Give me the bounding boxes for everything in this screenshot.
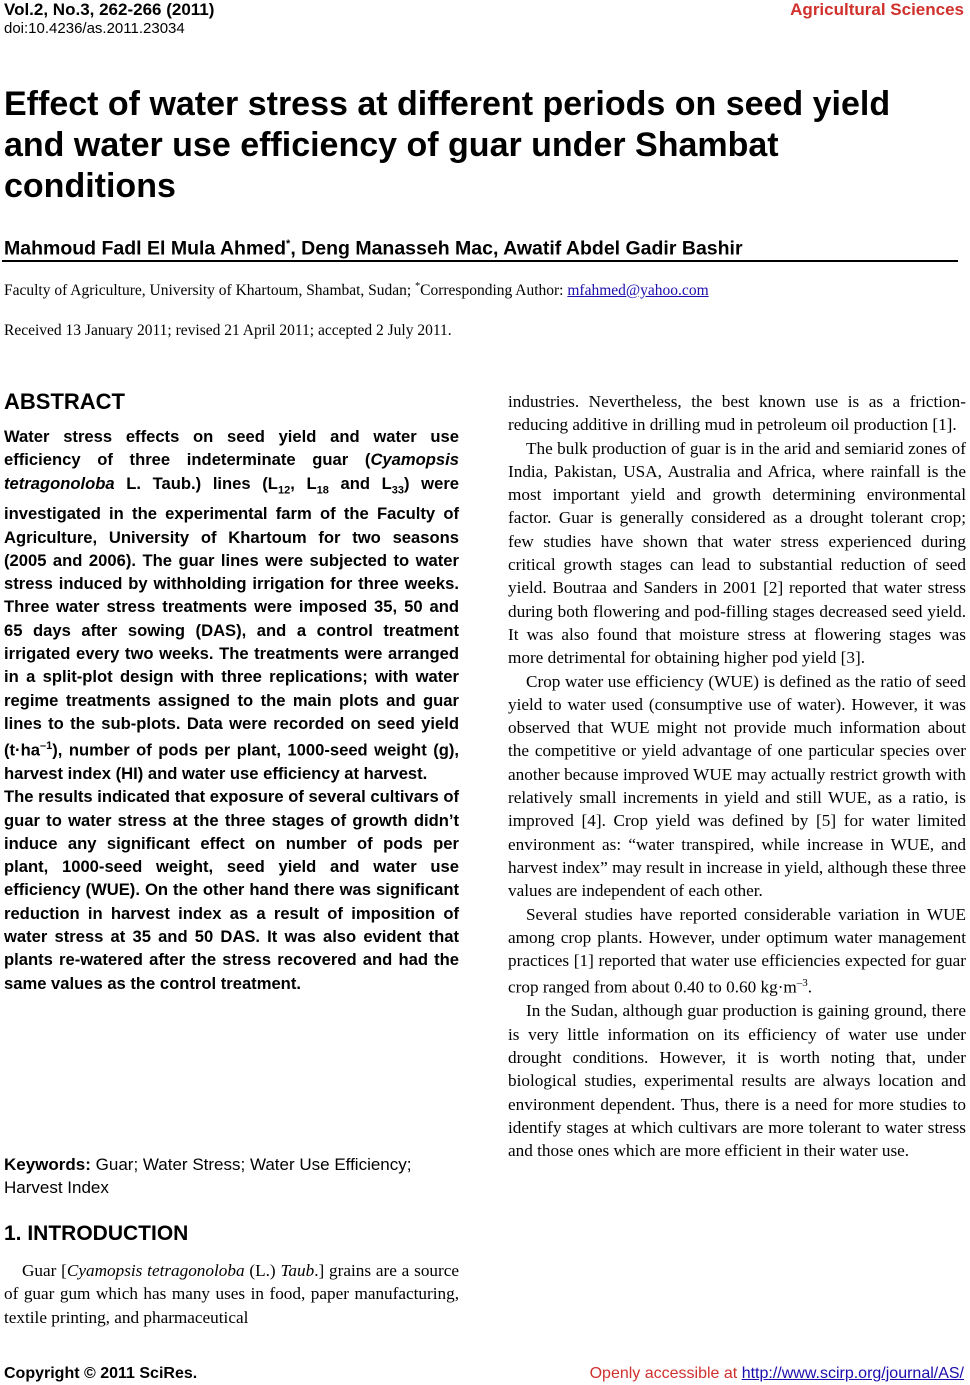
species-name: Cyamopsis tetragonoloba	[66, 1261, 245, 1280]
keywords-text: Guar; Water Stress; Water Use Efficiency; Harvest Index	[4, 1155, 412, 1197]
affiliation-text: Faculty of Agriculture, University of Khartoum, Shambat, Sudan;	[4, 282, 416, 300]
keywords	[4, 1153, 459, 1199]
species-name: Cyamopsis tetragonoloba	[4, 450, 459, 493]
right-paragraph-3: Crop water use efficiency (WUE) is defined as the ratio of seed yield to water used (consumptive use of water). However, it was observed that WUE might not provide much information about the competitive or yield advantage of one particular species over another because improved WUE may actually restrict growth with relatively small increments in yield and still WUE, as a ratio, is improved [4]. Crop yield was defined by [5] for water limited environment as: “water transpired, while increase in WUE, and harvest index” may result in increase in yield, although these three values are independent of each other.	[508, 671, 966, 901]
unit-superscript: –3	[796, 977, 808, 990]
abstract-paragraph-1	[4, 425, 459, 785]
right-paragraph-5: In the Sudan, although guar production is gaining ground, there is very little information on its efficiency of water use under drought conditions. However, it is worth noting that, under biological studies, experimental results are always location and environment dependent. Thus, there is a need for more studies to identify stages at which cultivars are more tolerant to water stress and those ones which are more efficient in their water use.	[508, 1001, 966, 1161]
abstract-paragraph-2: The results indicated that exposure of several cultivars of guar to water stress at the three stages of growth didn’t induce any significant effect on number of pods per plant, 1000-seed weight, seed yield and water use efficiency (WUE). On the other hand there was significant reduction in harvest index as a result of imposition of water stress at 35 and 50 DAS. It was also evident that plants re-watered after the stress recovered and had the same values as the control treatment.	[4, 787, 459, 993]
right-paragraph-4	[508, 903, 966, 1000]
abstract-text: , L	[290, 473, 317, 493]
intro-paragraph-1	[4, 1259, 459, 1329]
paper-title: Effect of water stress at different periods on seed yield and water use efficiency of guar under Shambat conditions	[4, 85, 891, 205]
copyright: Copyright © 2011 SciRes.	[4, 1365, 198, 1382]
line-subscript: 18	[316, 483, 329, 496]
abstract-text: Water stress effects on seed yield and water use efficiency of three indeterminate guar (	[4, 427, 459, 470]
corr-mark: *	[415, 281, 421, 292]
right-column	[508, 390, 966, 1163]
intro-text: Guar [	[22, 1261, 67, 1280]
abstract-heading: ABSTRACT	[4, 389, 125, 414]
right-paragraph-2: The bulk production of guar is in the arid and semiarid zones of India, Pakistan, USA, Australia and Africa, where rainfall is the most important yield and growth determining environmental factor. Guar is generally considered as a drought tolerant crop; few studies have shown that water stress experienced during critical growth stages can lead to substantial reduction of seed yield. Boutraa and Sanders in 2001 [2] reported that water stress during both flowering and pod-filling stages decreased seed yield. It was also found that moisture stress at flowering stages was more detrimental for obtaining higher pod yield [3].	[508, 438, 966, 668]
received-dates: Received 13 January 2011; revised 21 April 2011; accepted 2 July 2011.	[4, 322, 452, 339]
authority-name: Taub	[280, 1261, 315, 1280]
abstract-body	[4, 425, 459, 995]
volume-info: Vol.2, No.3, 262-266 (2011)	[4, 0, 215, 19]
email-link[interactable]: mfahmed@yahoo.com	[567, 282, 709, 300]
affiliation	[4, 277, 709, 301]
author-first: Mahmoud Fadl El Mula Ahmed	[4, 237, 287, 260]
open-access-note	[590, 1364, 964, 1384]
author-rest: , Deng Manasseh Mac, Awatif Abdel Gadir Bashir	[290, 237, 743, 260]
title-rule	[2, 260, 958, 262]
right-paragraph-1: industries. Nevertheless, the best known use is as a friction-reducing additive in drilling mud in petroleum oil production [1].	[508, 392, 966, 435]
unit-superscript: –1	[39, 740, 53, 753]
right-text: Several studies have reported considerable variation in WUE among crop plants. However, under optimum water management practices [1] reported that water use efficiencies expected for guar crop ranged from about 0.40 to 0.60 kg·m	[508, 904, 966, 998]
corr-label: Corresponding Author:	[420, 282, 568, 300]
journal-url-link[interactable]: http://www.scirp.org/journal/AS/	[741, 1365, 964, 1382]
line-subscript: 12	[277, 483, 291, 496]
abstract-text: L. Taub.) lines (L	[114, 473, 278, 493]
abstract-text: and L	[328, 473, 392, 493]
right-text: .	[807, 978, 813, 998]
author-first-mark: *	[286, 238, 291, 250]
intro-text: .] grains are a source of guar gum which has many uses in food, paper manufacturing, textile printing, and pharmaceutical	[4, 1261, 459, 1327]
abstract-text: ), number of pods per plant, 1000-seed weight (g), harvest index (HI) and water use efficiency at harvest.	[4, 740, 459, 783]
keywords-label: Keywords:	[4, 1155, 91, 1174]
line-subscript: 33	[391, 483, 405, 496]
intro-text: (L.)	[244, 1261, 281, 1280]
doi: doi:10.4236/as.2011.23034	[4, 20, 185, 37]
author-list	[4, 232, 743, 261]
introduction-body	[4, 1259, 459, 1329]
access-text: Openly accessible at	[589, 1365, 742, 1382]
introduction-heading: 1. INTRODUCTION	[4, 1222, 189, 1245]
journal-name: Agricultural Sciences	[790, 0, 964, 19]
abstract-text: ) were investigated in the experimental farm of the Faculty of Agriculture, University of Khartoum for two seasons (2005 and 2006). The guar lines were subjected to water stress induced by withholding irrigation for three weeks. Three water stress treatments were imposed 35, 50 and 65 days after sowing (DAS), and a control treatment irrigated every two weeks. The treatments were arranged in a split-plot design with three replications; with water regime treatments assigned to the main plots and guar lines to the sub-plots. Data were recorded on seed yield (t·ha	[4, 473, 460, 760]
